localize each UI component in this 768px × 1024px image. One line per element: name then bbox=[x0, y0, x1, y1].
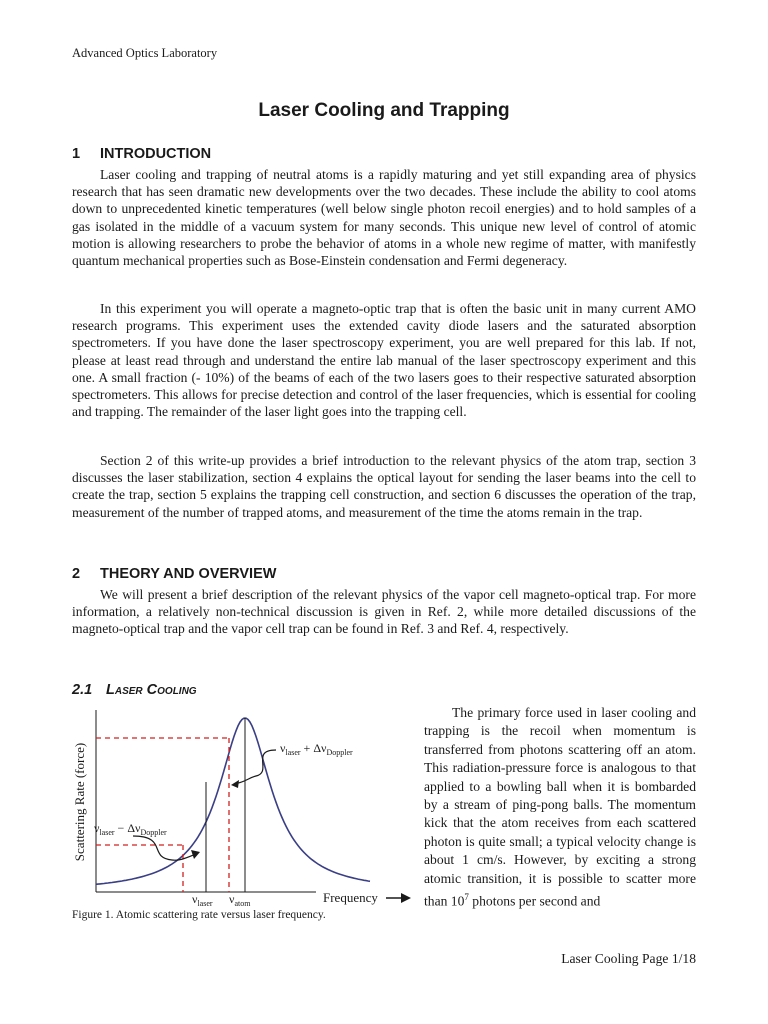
page-footer: Laser Cooling Page 1/18 bbox=[561, 951, 696, 966]
paragraph-text: The primary force used in laser cooling and trapping is the recoil when momentum is transferred from photons scattering off an atom. This radiation-pressure force is analogous to that applied to a bowling ball when it is bombarded by a stream of ping-pong balls. The momentum kick that the atom receives from each scattered photon is quite small; a typical velocity change is about 1 cm/s. However, by exciting a strong atomic transition, it is possible to scatter more than 10 bbox=[424, 705, 696, 909]
intro-paragraph-2: In this experiment you will operate a magneto-optic trap that is often the basic unit in many current AMO research programs. This experiment uses the extended cavity diode lasers and the saturated absorption spectrometers. If you have done the laser spectroscopy experiment, you are well prepared for this lab. If not, please at least read through and understand the entire lab manual of the laser spectroscopy experiment and this one. A small fraction (- 10%) of the beams of each of the two lasers goes to their respective saturated absorption spectrometers. This allows for precise detection and control of the laser frequencies, which is essential for cooling and trapping. The remainder of the laser light goes into the trapping cell. bbox=[72, 301, 696, 420]
label-laser-plus-doppler: $\nu_{laser} + \Delta\nu_{Doppler}$ bbox=[280, 741, 353, 757]
scattering-rate-figure bbox=[68, 700, 414, 910]
tick-label-laser: $\nu_{laser}$ bbox=[192, 892, 213, 908]
section-title: INTRODUCTION bbox=[100, 146, 212, 162]
pointer-minus bbox=[133, 836, 196, 860]
section-number: 2 bbox=[72, 566, 81, 582]
intro-paragraph-1: Laser cooling and trapping of neutral atoms is a rapidly maturing and yet still expanding area of physics research that has seen dramatic new developments over the two decades. These include the ability to cool atoms down to unprecedented kinetic temperatures (well below single photon recoil energies) and to hold samples of a gas isolated in the middle of a vacuum system for many seconds. This unique new level of control of atomic motion is allowing researchers to probe the behavior of atoms in a whole new regime of matter, with manifestly quantum mechanical properties such as Bose-Einstein condensation and Fermi degeneracy. bbox=[72, 167, 696, 269]
section-title: THEORY AND OVERVIEW bbox=[100, 566, 277, 582]
frequency-arrowhead bbox=[401, 893, 411, 903]
figure-caption: Figure 1. Atomic scattering rate versus laser frequency. bbox=[72, 909, 326, 921]
lorentzian-curve bbox=[96, 718, 370, 884]
pointer-plus-arrowhead bbox=[231, 780, 239, 788]
tick-label-atom: $\nu_{atom}$ bbox=[229, 892, 251, 908]
label-laser-minus-doppler: $\nu_{laser} - \Delta\nu_{Doppler}$ bbox=[94, 821, 167, 837]
pointer-minus-arrowhead bbox=[191, 850, 200, 859]
page-title: Laser Cooling and Trapping bbox=[258, 100, 510, 121]
paragraph-text-end: photons per second and bbox=[468, 893, 601, 909]
pointer-plus bbox=[234, 750, 276, 784]
y-axis-label: Scattering Rate (force) bbox=[72, 742, 87, 862]
laser-cooling-paragraph bbox=[424, 704, 696, 911]
subsection-heading-laser-cooling bbox=[72, 682, 197, 698]
exponent: 7 bbox=[464, 892, 469, 903]
section-number: 1 bbox=[72, 146, 81, 162]
intro-paragraph-3: Section 2 of this write-up provides a brief introduction to the relevant physics of the atom trap, section 3 discusses the laser stabilization, section 4 explains the optical layout for sending the laser beams into the cell to create the trap, section 5 explains the trapping cell construction, and section 6 discusses the operation of the trap, measurement of the number of trapped atoms, and measurement of the time the atoms remain in the trap. bbox=[72, 453, 696, 520]
subsection-title: Laser Cooling bbox=[106, 682, 197, 698]
x-axis-label: Frequency bbox=[323, 890, 378, 905]
theory-paragraph: We will present a brief description of the relevant physics of the vapor cell magneto-optical trap. For more information, a relatively non-technical discussion is given in Ref. 2, while more detailed discussions of the magneto-optical trap and the vapor cell trap can be found in Ref. 3 and Ref. 4, respectively. bbox=[72, 587, 696, 637]
running-header: Advanced Optics Laboratory bbox=[72, 46, 218, 60]
section-heading-theory bbox=[72, 566, 276, 582]
section-heading-introduction bbox=[72, 146, 211, 162]
subsection-number: 2.1 bbox=[72, 682, 93, 698]
